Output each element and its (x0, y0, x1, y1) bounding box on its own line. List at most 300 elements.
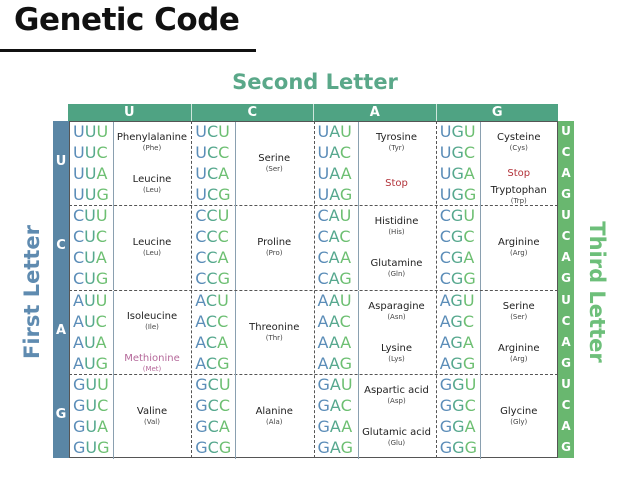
codon-base: A (73, 311, 84, 331)
codon (318, 205, 358, 226)
codon (73, 416, 113, 437)
amino-acid-name: Asparagine (368, 300, 425, 312)
codon-base: G (317, 416, 330, 436)
amino-acid-label (480, 237, 558, 259)
codon-base: G (218, 437, 232, 457)
codon-base: U (73, 164, 85, 184)
amino-acid-name: Arginine (497, 342, 540, 354)
codon (318, 395, 358, 416)
codon-base: U (317, 122, 330, 141)
codon-base: U (217, 206, 230, 226)
codon (73, 121, 113, 142)
codon (195, 121, 235, 142)
third-letter-axis (570, 221, 624, 363)
amino-acid-label (480, 301, 558, 323)
codon-bracket (480, 438, 481, 459)
amino-acid-name: Histidine (374, 216, 419, 228)
codon (195, 247, 235, 268)
third-letter-base: C (561, 145, 571, 160)
codon (440, 163, 480, 184)
codon (440, 353, 480, 374)
amino-acid-abbreviation: (Asp) (387, 396, 406, 405)
codon-base: U (73, 143, 85, 163)
codon (73, 332, 113, 353)
codon-base: U (340, 122, 352, 141)
codon (73, 374, 113, 395)
codon-base: C (218, 143, 230, 163)
codon-base: A (341, 416, 353, 436)
codon-base: U (83, 290, 96, 310)
codon-base: G (95, 353, 109, 373)
codon (440, 395, 480, 416)
codon-base: C (439, 227, 451, 247)
first-letter-base: C (56, 238, 66, 254)
column-divider (436, 121, 437, 458)
first-letter-label: First Letter (20, 224, 44, 360)
amino-acid-abbreviation: (Ser) (265, 165, 283, 174)
codon-base: A (340, 248, 352, 268)
amino-acid-label (480, 132, 558, 154)
codon-base: G (439, 374, 453, 394)
amino-acid-name: Valine (136, 405, 168, 417)
codon-base: A (217, 248, 229, 268)
codon (73, 311, 113, 332)
codon (440, 226, 480, 247)
codon-base: C (463, 143, 476, 163)
third-letter-base: A (561, 250, 571, 265)
codon-base: A (195, 353, 206, 373)
amino-acid-label (113, 132, 191, 154)
codon-base: G (450, 227, 464, 247)
codon-base: G (450, 353, 463, 373)
codon-base: C (195, 206, 207, 226)
page-title: Genetic Code (14, 2, 240, 38)
codon (195, 142, 235, 163)
codon-base: A (317, 311, 329, 331)
codon (318, 184, 358, 205)
codon-base: U (84, 227, 96, 247)
codon (195, 163, 235, 184)
codon-base: A (329, 185, 340, 205)
codon-base: G (73, 416, 86, 436)
codon (440, 205, 480, 226)
amino-acid-name: Glycine (500, 405, 538, 417)
codon (318, 332, 358, 353)
codon (318, 374, 358, 395)
codon-base: C (217, 227, 229, 247)
second-letter-header (68, 104, 558, 121)
codon-base: G (452, 374, 465, 394)
amino-acid-abbreviation: (Gln) (387, 270, 406, 279)
codon-base: A (328, 206, 340, 226)
first-letter-base: U (55, 154, 67, 170)
codon-base: A (329, 374, 341, 394)
amino-acid-label (480, 185, 558, 207)
amino-acid-abbreviation: (Gly) (510, 417, 528, 426)
codon (440, 121, 480, 142)
codon-base: G (195, 374, 208, 394)
amino-acid-name: Methionine (124, 353, 180, 365)
codon-base: G (450, 290, 463, 310)
third-letter-base: U (561, 292, 571, 307)
codon-base: U (339, 206, 352, 226)
amino-acid-abbreviation: (Glu) (387, 438, 406, 447)
codon-base: G (195, 437, 208, 457)
codon-base: U (73, 185, 85, 205)
codon-base: G (95, 269, 109, 289)
codon (318, 142, 358, 163)
codon-base: U (339, 290, 352, 310)
amino-acid-name: Proline (257, 237, 292, 249)
amino-acid-name: Arginine (497, 237, 540, 249)
codon (318, 353, 358, 374)
codon-base: C (73, 269, 85, 289)
codon-base: C (195, 269, 207, 289)
codon (318, 247, 358, 268)
codon (440, 268, 480, 289)
third-letter-base: A (561, 166, 571, 181)
amino-acid-label (235, 153, 313, 175)
codon-base: G (340, 437, 353, 457)
codon-base: G (73, 437, 86, 457)
codon-base: G (463, 185, 477, 205)
amino-acid-name: Alanine (255, 405, 293, 417)
amino-acid-label (113, 311, 191, 333)
codon-base: A (96, 164, 108, 184)
codon-base: G (450, 269, 464, 289)
codon (195, 205, 235, 226)
codon-base: G (439, 416, 453, 436)
codon-bracket (113, 269, 114, 290)
third-letter-base: A (561, 334, 571, 349)
codon-base: U (85, 416, 98, 436)
codon (73, 395, 113, 416)
codon-base: C (463, 227, 475, 247)
codon-base: U (439, 164, 452, 184)
codon-base: A (328, 227, 340, 247)
codon-base: C (195, 227, 207, 247)
codon-bracket (113, 333, 114, 354)
amino-acid-name: Glutamic acid (362, 426, 431, 438)
amino-acid-label (358, 216, 436, 238)
codon (73, 226, 113, 247)
codon-base: U (95, 206, 108, 226)
amino-acid-label (113, 237, 191, 259)
codon-base: U (439, 122, 452, 141)
codon-base: A (464, 416, 476, 436)
third-letter-base: G (561, 439, 571, 454)
codon-base: G (73, 374, 86, 394)
stop-codon-label (480, 168, 558, 179)
amino-acid-label (235, 237, 313, 259)
amino-acid-name: Leucine (132, 237, 172, 249)
codon-base: G (450, 332, 463, 352)
codon-base: U (195, 122, 207, 141)
codon-base: A (95, 332, 107, 352)
codon-base: A (218, 416, 230, 436)
codon (195, 311, 235, 332)
amino-acid-name: Stop (385, 178, 408, 190)
codon-base: U (317, 164, 330, 184)
codon (73, 247, 113, 268)
amino-acid-name: Stop (507, 167, 531, 179)
codon-base: A (340, 332, 352, 352)
amino-acid-label (113, 406, 191, 428)
codon-base: C (73, 206, 85, 226)
codon-base: C (464, 395, 476, 415)
codon-base: C (95, 311, 107, 331)
codon-base: G (452, 416, 465, 436)
codon-base: C (207, 416, 219, 436)
codon-bracket (235, 291, 236, 312)
codon-base: C (317, 227, 329, 247)
codon-base: A (317, 353, 329, 373)
codon-base: U (96, 122, 109, 141)
amino-acid-abbreviation: (Leu) (143, 249, 161, 258)
codon-base: C (95, 227, 108, 247)
codon-base: C (73, 248, 85, 268)
header-base-u: U (123, 105, 135, 120)
codon-base: G (463, 269, 476, 289)
amino-acid-name: Glutamine (370, 258, 423, 270)
amino-acid-name: Cysteine (497, 132, 541, 144)
codon (195, 416, 235, 437)
amino-acid-abbreviation: (Lys) (388, 354, 405, 363)
amino-acid-name: Tryptophan (490, 184, 547, 196)
codon-base: A (329, 395, 341, 415)
codon-base: U (439, 185, 452, 205)
amino-acid-abbreviation: (Arg) (510, 249, 528, 258)
codon-base: A (328, 248, 341, 268)
codon-base: U (84, 143, 97, 163)
codon-base: C (439, 248, 451, 268)
header-base-c: C (191, 104, 314, 121)
codon-base: C (206, 185, 219, 205)
codon (318, 226, 358, 247)
codon-bracket (235, 354, 236, 375)
codon-base: A (95, 248, 107, 268)
codon-base: C (206, 164, 219, 184)
first-letter-base: A (55, 322, 67, 338)
codon (195, 184, 235, 205)
amino-acid-abbreviation: (Asn) (387, 312, 406, 321)
third-letter-base: G (561, 355, 571, 370)
codon-base: U (84, 248, 96, 268)
codon-base: G (73, 395, 86, 415)
codon (195, 290, 235, 311)
codon (440, 437, 480, 458)
codon-base: C (206, 227, 218, 247)
codon (440, 290, 480, 311)
codon-base: C (96, 143, 108, 163)
amino-acid-label (480, 343, 558, 365)
amino-acid-label (358, 385, 436, 407)
amino-acid-label (358, 343, 436, 365)
codon-bracket (480, 206, 481, 227)
codon (195, 226, 235, 247)
codon-base: A (328, 332, 341, 352)
codon-base: A (328, 311, 340, 331)
codon-bracket (235, 438, 236, 459)
third-letter-base: C (561, 313, 571, 328)
codon (318, 290, 358, 311)
codon-base: C (97, 395, 109, 415)
codon-base: U (463, 206, 476, 226)
codon-base: C (217, 311, 229, 331)
third-letter-bar (558, 121, 574, 458)
codon-base: A (73, 290, 84, 310)
codon-bracket (113, 375, 114, 396)
codon-base: U (217, 290, 229, 310)
codon (440, 142, 480, 163)
codon-base: U (195, 164, 207, 184)
first-letter-bar (53, 121, 69, 458)
codon-base: C (206, 206, 218, 226)
codon-base: U (84, 269, 96, 289)
codon-base: G (97, 437, 110, 457)
third-letter-base: C (561, 229, 571, 244)
codon-base: C (339, 143, 352, 163)
codon-base: C (439, 269, 451, 289)
codon-base: U (84, 164, 97, 184)
amino-acid-name: Tyrosine (376, 132, 417, 144)
codon (440, 416, 480, 437)
amino-acid-label (235, 406, 313, 428)
amino-acid-abbreviation: (Arg) (510, 354, 528, 363)
amino-acid-name: Isoleucine (126, 311, 178, 323)
codon-base: G (339, 185, 353, 205)
codon (73, 205, 113, 226)
third-letter-base: A (561, 418, 571, 433)
codon (195, 332, 235, 353)
codon-base: U (95, 290, 108, 310)
codon (73, 268, 113, 289)
codon-base: A (439, 290, 451, 310)
second-letter-label: Second Letter (232, 70, 398, 94)
codon-base: G (451, 122, 464, 141)
codon-base: U (73, 122, 85, 141)
codon-base: G (218, 185, 231, 205)
codon-bracket (235, 269, 236, 290)
codon (440, 332, 480, 353)
codon-base: G (195, 395, 208, 415)
codon-base: A (195, 311, 206, 331)
codon-base: A (328, 290, 340, 310)
codon-base: C (207, 395, 219, 415)
codon-base: A (195, 332, 206, 352)
codon-base: C (205, 353, 218, 373)
codon-base: A (340, 164, 352, 184)
codon-base: G (317, 395, 330, 415)
codon-base: C (317, 206, 329, 226)
amino-acid-abbreviation: (Trp) (510, 196, 527, 205)
amino-acid-label (358, 132, 436, 154)
amino-acid-abbreviation: (Ile) (145, 323, 159, 332)
codon-base: A (217, 332, 229, 352)
codon-base: U (84, 122, 97, 141)
codon-base: U (195, 143, 207, 163)
codon-base: C (205, 290, 218, 310)
codon-base: U (462, 290, 475, 310)
codon-base: C (206, 248, 218, 268)
codon-base: U (85, 437, 98, 457)
codon-base: C (195, 248, 207, 268)
codon-base: G (451, 185, 464, 205)
codon-bracket (235, 375, 236, 396)
codon-base: C (339, 227, 351, 247)
codon-base: U (340, 374, 353, 394)
codon (73, 353, 113, 374)
codon-bracket (235, 185, 236, 206)
codon-base: C (206, 143, 219, 163)
amino-acid-abbreviation: (Cys) (509, 144, 528, 153)
codon-base: C (340, 395, 352, 415)
amino-acid-label (358, 301, 436, 323)
codon-base: C (317, 248, 329, 268)
amino-acid-label (113, 174, 191, 196)
codon-base: A (439, 311, 451, 331)
codon-base: G (452, 395, 465, 415)
codon-base: A (97, 416, 109, 436)
codon-base: U (84, 185, 97, 205)
codon-base: U (85, 374, 98, 394)
codon-base: G (450, 206, 464, 226)
amino-acid-abbreviation: (Tyr) (388, 144, 405, 153)
codon (73, 290, 113, 311)
codon-base: U (83, 311, 96, 331)
codon-bracket (113, 291, 114, 312)
amino-acid-label (480, 406, 558, 428)
codon-base: A (73, 332, 84, 352)
third-letter-base: U (561, 376, 571, 391)
amino-acid-name: Serine (502, 300, 535, 312)
codon-base: U (463, 122, 476, 141)
codon-base: C (462, 311, 474, 331)
codon-base: U (464, 374, 477, 394)
title-underline (0, 49, 256, 52)
codon-base: G (451, 143, 464, 163)
column-divider (314, 121, 315, 458)
amino-acid-abbreviation: (Phe) (142, 144, 162, 153)
codon-base: G (195, 416, 208, 436)
codon-base: C (73, 227, 85, 247)
codon-base: G (464, 437, 477, 457)
codon (195, 268, 235, 289)
codon-base: G (462, 353, 476, 373)
header-base-a: A (313, 104, 436, 121)
amino-acid-name: Threonine (249, 321, 300, 333)
codon-base: C (207, 437, 219, 457)
codon-bracket (235, 122, 236, 143)
codon (440, 247, 480, 268)
codon-base: G (339, 353, 352, 373)
codon-base: U (85, 395, 98, 415)
codon-base: G (452, 437, 465, 457)
codon-base: U (439, 143, 452, 163)
codon (195, 395, 235, 416)
amino-acid-label (235, 322, 313, 344)
codon (318, 121, 358, 142)
codon-bracket (480, 269, 481, 290)
third-letter-base: U (561, 208, 571, 223)
codon-base: A (439, 353, 451, 373)
codon-base: U (83, 332, 96, 352)
amino-acid-name: Serine (258, 153, 291, 165)
amino-acid-label (113, 353, 191, 375)
codon-base: A (462, 332, 474, 352)
codon-base: G (439, 437, 453, 457)
codon-base: A (329, 122, 341, 141)
